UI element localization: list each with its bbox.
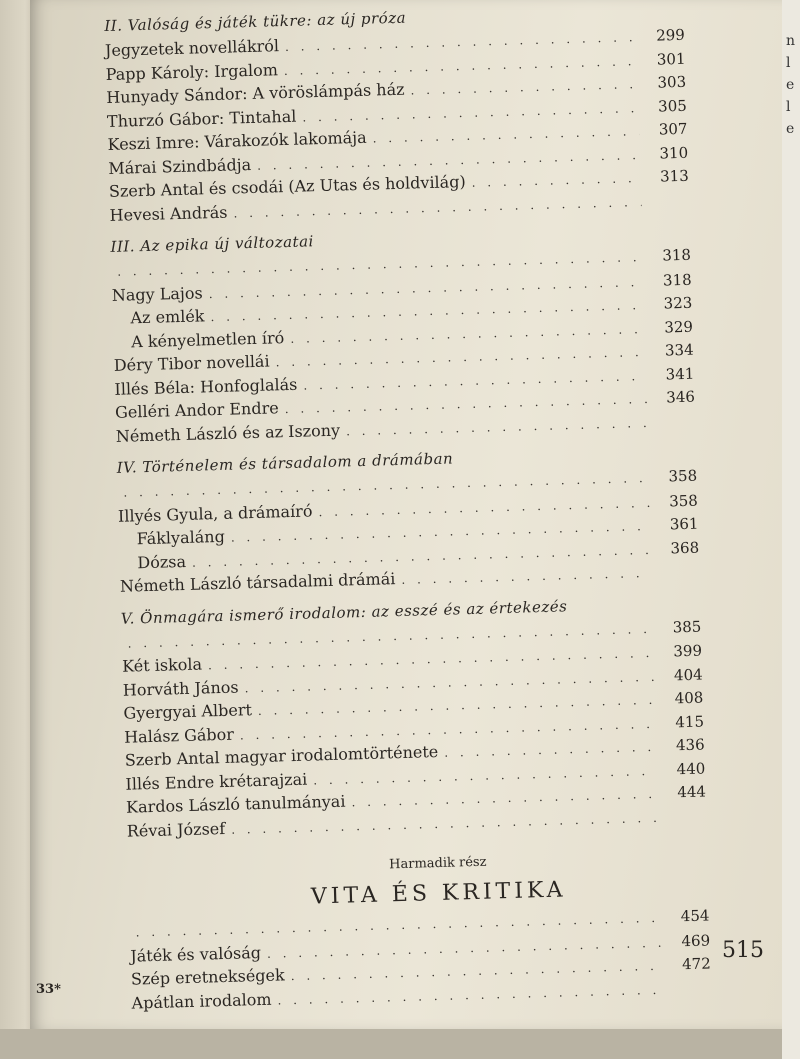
- toc-entry-page: [654, 425, 696, 426]
- toc-entry-page: 368: [670, 538, 700, 557]
- toc-entry-page: 313: [659, 166, 689, 186]
- toc-entry-title: Déry Tibor novellái: [113, 351, 270, 375]
- next-page-fragment: l: [786, 55, 791, 71]
- toc-entry-page: 358: [668, 491, 699, 510]
- toc-entry-page: 454: [680, 906, 710, 926]
- toc-entry-title: Apátlan irodalom: [131, 989, 272, 1013]
- toc-entry-page: [665, 820, 707, 821]
- part-label: Harmadik rész: [389, 854, 487, 873]
- toc-entry-title: Az emlék: [130, 306, 205, 328]
- toc-entry-title: Gyergyai Albert: [123, 700, 253, 723]
- toc-entry-title: Nagy Lajos: [111, 282, 203, 305]
- toc-entry-page: 318: [662, 270, 692, 289]
- toc-entry-page: [648, 204, 690, 205]
- next-page-fragment: e: [786, 121, 795, 137]
- toc-entry-page: 299: [655, 25, 686, 45]
- toc-entry-page: 415: [675, 712, 705, 731]
- toc-entry-title: Illés Béla: Honfoglalás: [114, 374, 298, 399]
- toc-entry-page: 361: [669, 514, 699, 534]
- toc-entry-title: Dózsa: [137, 551, 187, 572]
- toc-entry-title: Szerb Antal és csodái (Az Utas és holdvilág): [108, 171, 466, 201]
- toc-entry-title: Thurzó Gábor: Tintahal: [106, 106, 297, 131]
- toc-entry-page: 408: [674, 688, 704, 708]
- toc-entry-title: Szerb Antal magyar irodalomtörténete: [124, 741, 439, 770]
- toc-entry-page: 318: [662, 245, 692, 265]
- toc-entry-title: Keszi Imre: Várakozók lakomája: [107, 127, 367, 154]
- toc-entry-page: 444: [677, 782, 707, 802]
- toc-entry-page: 440: [676, 759, 706, 778]
- toc-entry-page: 472: [681, 954, 711, 974]
- toc-entry-title: Két iskola: [121, 654, 203, 676]
- toc-entry-title: Németh László társadalmi drámái: [119, 569, 396, 596]
- toc-entry-page: 385: [672, 617, 702, 636]
- toc-entry-title: Papp Károly: Irgalom: [105, 59, 279, 84]
- next-page-fragment: e: [786, 77, 795, 93]
- toc-entry-page: 334: [664, 340, 694, 360]
- table-of-contents: [104, 0, 712, 1015]
- toc-entry-page: 341: [665, 364, 695, 383]
- toc-entry-page: 399: [673, 641, 703, 661]
- toc-entry-title: Kardos László tanulmányai: [125, 791, 346, 817]
- section-heading: V. Önmagára ismerő irodalom: az esszé és az értekezés: [120, 596, 568, 628]
- toc-entry-title: Fáklyaláng: [136, 526, 226, 549]
- toc-entry-page: 307: [658, 119, 688, 139]
- section-heading: III. Az epika új változatai: [110, 232, 315, 256]
- printer-signature: 33*: [36, 982, 61, 997]
- toc-entry-title: Gelléri Andor Endre: [114, 398, 279, 422]
- toc-entry-page: 469: [681, 930, 711, 950]
- toc-entry-page: 329: [664, 317, 694, 336]
- toc-entry-title: Játék és valóság: [130, 942, 262, 966]
- toc-entry-title: A kényelmetlen író: [130, 327, 285, 351]
- toc-entry-page: [670, 992, 712, 993]
- part-title: VITA ÉS KRITIKA: [310, 877, 567, 910]
- section-heading: II. Valóság és játék tükre: az új próza: [104, 8, 407, 35]
- toc-entry-title: Hevesi András: [109, 202, 228, 225]
- section-heading: IV. Történelem és társadalom a drámában: [116, 449, 454, 477]
- toc-entry-page: 436: [675, 735, 705, 755]
- toc-entry-title: Horváth János: [122, 677, 239, 700]
- next-page-fragment: l: [786, 99, 791, 115]
- toc-entry-page: 358: [668, 466, 698, 486]
- toc-entry-title: Szép eretnekségek: [130, 965, 285, 989]
- toc-entry-title: Révai József: [126, 818, 226, 841]
- toc-entry-page: [658, 576, 700, 577]
- toc-entry-page: 303: [657, 72, 687, 92]
- toc-entry-page: 305: [657, 96, 688, 116]
- toc-entry-title: Márai Szindbádja: [108, 154, 252, 178]
- toc-entry-title: Illyés Gyula, a drámaíró: [117, 500, 313, 526]
- toc-entry-title: Jegyzetek novellákról: [104, 36, 280, 60]
- page-folio: 515: [722, 938, 764, 963]
- toc-entry-page: 310: [659, 143, 689, 163]
- toc-entry-page: 301: [656, 49, 686, 69]
- toc-entry-title: Németh László és az Iszony: [115, 420, 341, 446]
- toc-entry-title: Hunyady Sándor: A vöröslámpás ház: [106, 79, 405, 107]
- next-page-fragment: n: [786, 33, 796, 49]
- toc-entry-page: 346: [666, 387, 696, 407]
- toc-entry-title: Illés Endre krétarajzai: [125, 769, 308, 794]
- toc-entry-page: 323: [663, 293, 693, 313]
- next-page-edge: [782, 0, 800, 1059]
- toc-entry-page: 404: [673, 665, 703, 684]
- toc-entry-title: Halász Gábor: [123, 724, 235, 747]
